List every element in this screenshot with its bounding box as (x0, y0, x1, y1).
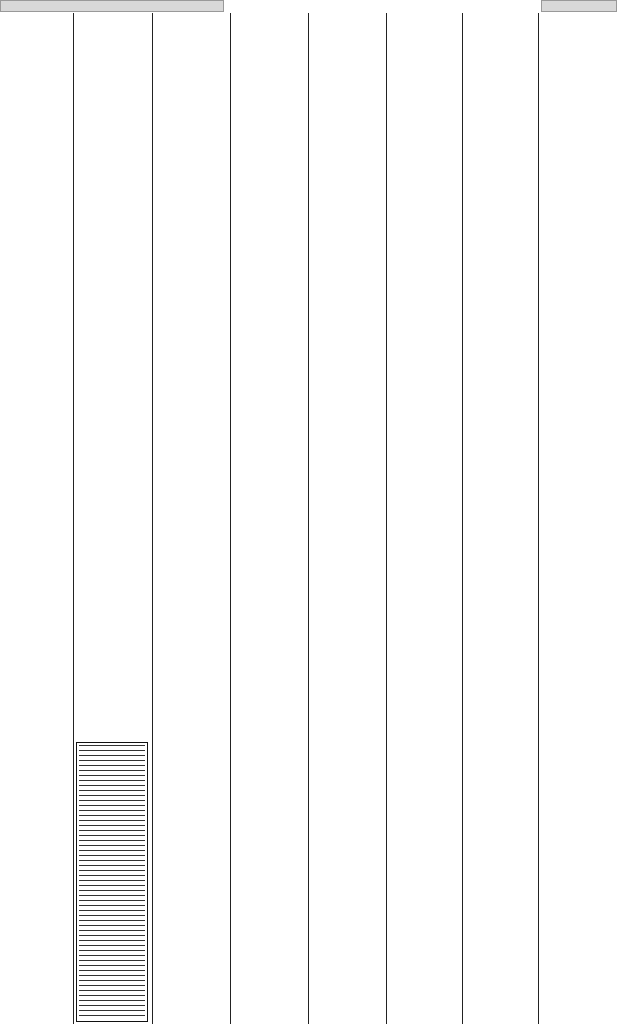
notices-column (0, 13, 72, 1024)
ads-column-7 (464, 13, 537, 1024)
ads-column-5 (310, 13, 385, 1024)
page-number-badge (541, 0, 617, 12)
column-rule (73, 13, 74, 1024)
notice-box-72 (76, 742, 148, 1022)
ads-column-4 (232, 13, 307, 1024)
column-rule (308, 13, 309, 1024)
column-rule (230, 13, 231, 1024)
column-rule (462, 13, 463, 1024)
ads-column-3 (154, 13, 229, 1024)
masthead (0, 0, 224, 12)
column-rule (152, 13, 153, 1024)
ads-column-6 (388, 13, 461, 1024)
column-rule (538, 13, 539, 1024)
column-rule (386, 13, 387, 1024)
ads-column-8 (540, 13, 617, 1024)
